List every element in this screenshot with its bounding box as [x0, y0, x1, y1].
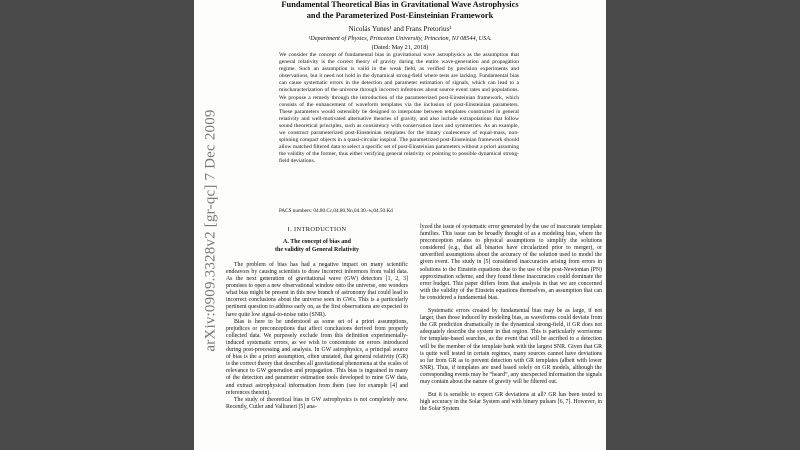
- title-line-2: and the Parameterized Post-Einsteinian Framework: [306, 10, 494, 20]
- pacs-numbers: PACS numbers: 04.80.Cc,04.80.Nn,04.30.-w,04.50.Kd: [279, 208, 393, 214]
- paragraph: The study of theoretical bias in GW astrophysics is not completely new. Recently, Cutler and Vallisneri [5] ana-: [226, 396, 408, 410]
- section-heading: I. INTRODUCTION: [287, 226, 347, 233]
- abstract: We consider the concept of fundamental bias in gravitational wave astrophysics as the assumption that general relativity is the correct theory of gravity during the entire wave-generation and propagation regime. Such an assumption is valid in the weak field, as verified by precision experiments and observations, but it need not hold in the dynamical strong-field where tests are lacking. Fundamental bias can cause systematic errors in the detection and parameter estimation of signals, which can lead to a mischaracterization of the universe through incorrect inferences about source event rates and populations. We propose a remedy through the introduction of the parameterized post-Einsteinian framework, which consists of the enhancement of waveform templates via the inclusion of post-Einsteinian parameters. These parameters would ostensibly be designed to interpolate between templates constructed in general relativity and well-motivated alternative theories of gravity, and also include extrapolations that follow sound theoretical principles, such as consistency with conservation laws and symmetries. As an example, we construct parameterized post-Einsteinian templates for the binary coalescence of equal-mass, non-spinning compact objects in a quasi-circular inspiral. The parametrized post-Einsteinian framework should allow matched filtered data to select a specific set of post-Einsteinian parameters without a priori assuming the validity of the former, thus either verifying general relativity or pointing to possible dynamical strong-field deviations.: [279, 52, 519, 165]
- paragraph: The problem of bias has had a negative impact on many scientific endeavors by causing scientists to draw incorrect inferences from valid data. As the next generation of gravitational wave (GW) detectors [1, 2, 3] promises to open a new observational window onto the universe, one wonders what bias might be present in this new branch of astronomy that could lead to incorrect conclusions about the universe seen in GWs. This is a particularly pertinent question to address early on, as the first observations are expected to have quite low signal-to-noise ratio (SNR).: [226, 261, 408, 318]
- right-column: [420, 224, 602, 413]
- subsection-line-1: A. The concept of bias and: [283, 239, 351, 246]
- paragraph: Systematic errors created by fundamental bias may be as large, if not larger, than those induced by modeling bias, as waveforms could deviate from the GR prediction dramatically in the dynamical strong-field, if GR does not adequately describe the system in that region. This is particularly worrisome for template-based searches, as the event that will be ascribed to a detection will be the member of the template bank with the largest SNR. Given that GR is quite well tested in certain regimes, many sources cannot have deviations so far from GR as to prevent detection with GR templates (albeit with lower SNR). Thus, if templates are used based solely on GR models, although the corresponding events may be “heard”, any unexpected information the signals may contain about the nature of gravity will be filtered out.: [420, 308, 602, 385]
- left-column: [226, 226, 408, 411]
- subsection-heading: [226, 239, 408, 254]
- date-line: (Dated: May 21, 2018): [371, 44, 429, 51]
- arxiv-sidebar-stamp: [200, 100, 222, 360]
- title-line-1: Fundamental Theoretical Bias in Gravitational Wave Astrophysics: [281, 0, 519, 9]
- paragraph: Bias is here to be understood as some set of a priori assumptions, prejudices or preconceptions that affect conclusions derived from properly collected data. We purposely exclude from this definition experimentally-induced systematic errors, as we wish to concentrate on errors introduced during post-processing and analysis. In GW astrophysics, a principal source of bias is the a priori assumption, often unstated, that general relativity (GR) is the correct theory that describes all gravitational phenomena at the scales of relevance to GW generation and propagation. This bias is ingrained in many of the detection and parameter estimation tools developed to mine GW data, and extract astrophysical information from them (see for example [4] and references therein).: [226, 318, 408, 396]
- author-names: Nicolás Yunes¹ and Frans Pretorius¹: [348, 25, 452, 33]
- subsection-line-2: the validity of General Relativity: [275, 246, 359, 253]
- paragraph: But it is sensible to expect GR deviations at all? GR has been tested to high accuracy in the Solar System and with binary pulsars [6, 7]. However, in the Solar System: [420, 392, 602, 413]
- affiliation: ¹Department of Physics, Princeton University, Princeton, NJ 08544, USA.: [308, 35, 492, 42]
- arxiv-identifier: arXiv:0909.3328v2 [gr-qc] 7 Dec 2009: [202, 108, 219, 352]
- author-block: [250, 25, 550, 52]
- paragraph: lyzed the issue of systematic error generated by the use of inaccurate template families. This issue can be broadly thought of as a modeling bias, where the preconception relates to physical assumptions to simplify the solutions considered (e.g., that all binaries have circularized prior to merger), or unverified assumptions about the accuracy of the solution used to model the given event. The study in [5] considered inaccuracies arising from errors in solutions to the Einstein equations due to the use of the post-Newtonian (PN) approximation scheme, and they found these inaccuracies could dominate the error budget. This paper differs from that analysis in that we are concerned with the validity of the Einstein equations themselves, an assumption that can be considered a fundamental bias.: [420, 224, 602, 301]
- paper-title: [250, 0, 550, 21]
